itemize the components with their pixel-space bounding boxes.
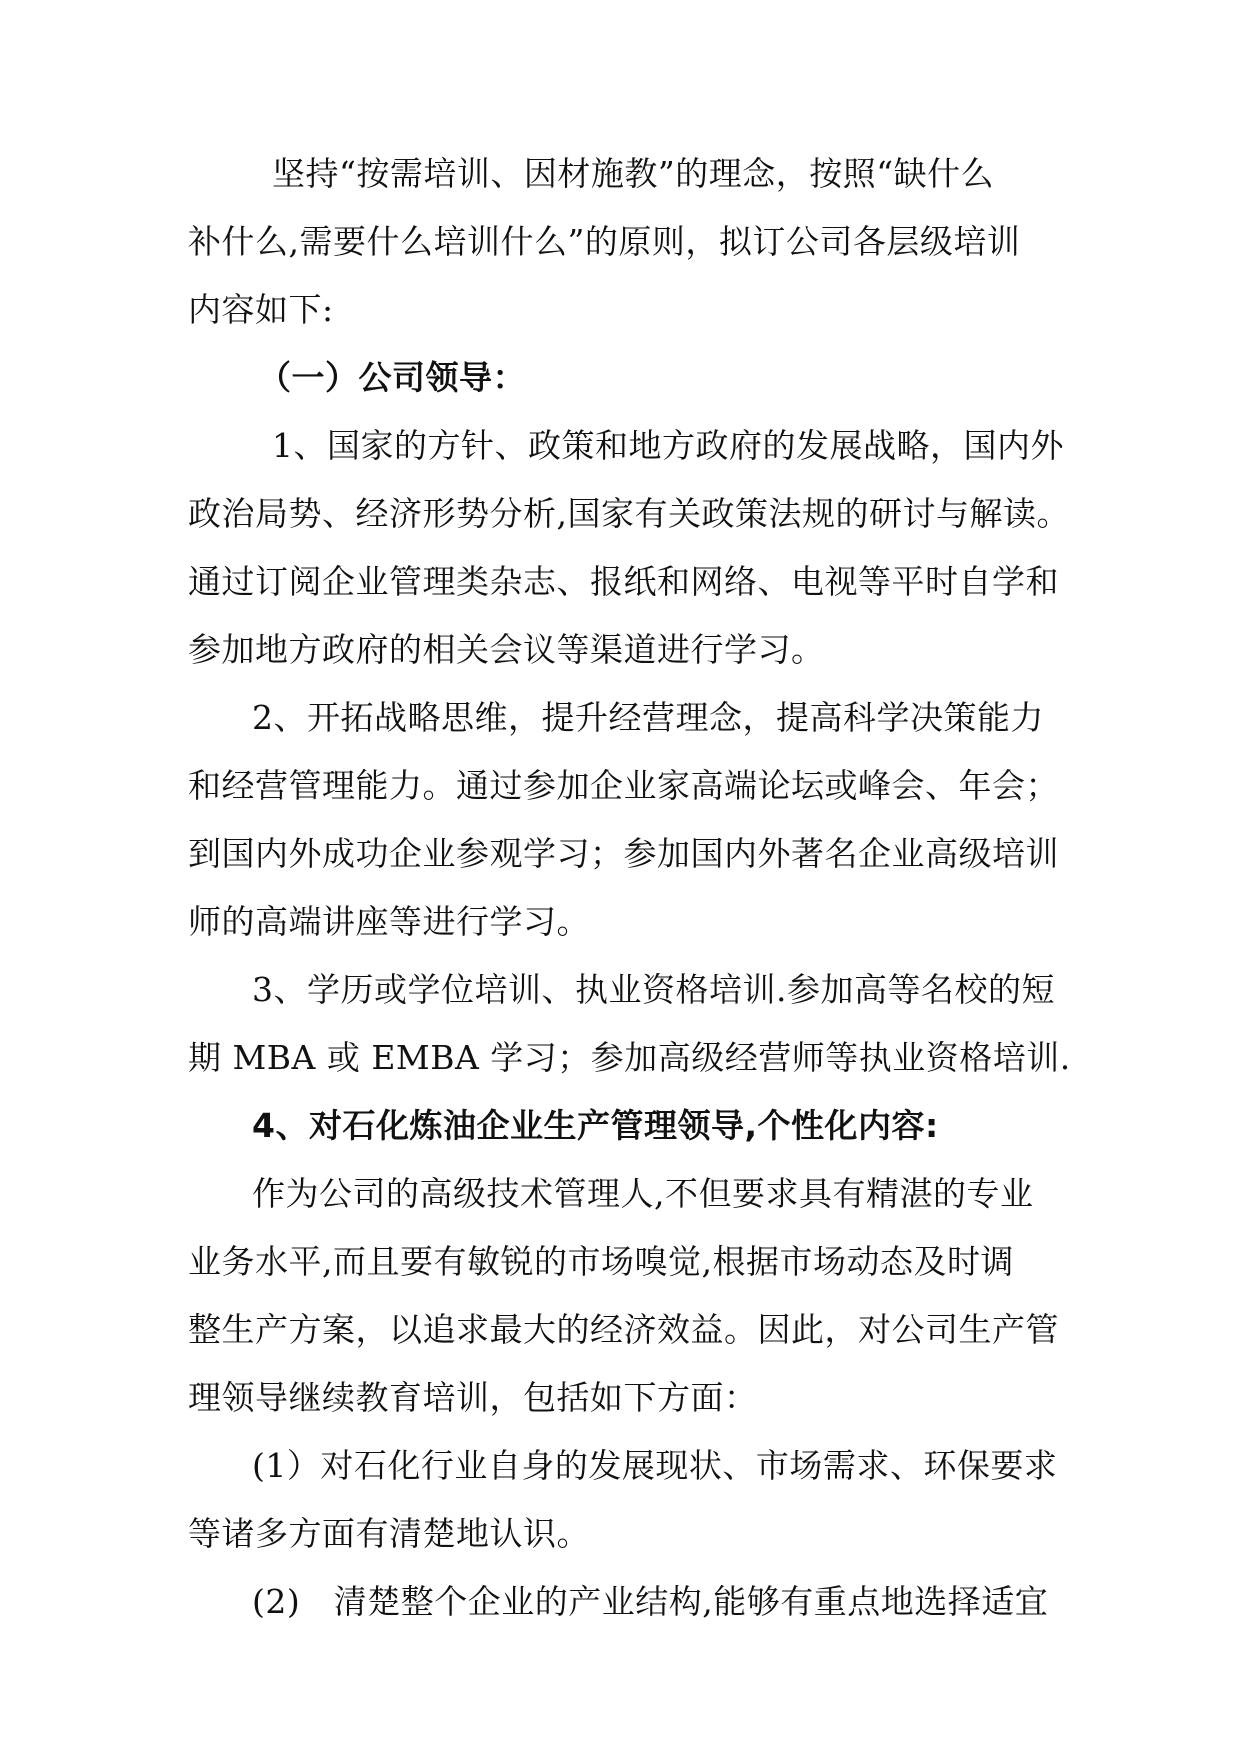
paragraph-line: 通过订阅企业管理类杂志、报纸和网络、电视等平时自学和 — [188, 562, 1059, 601]
subsection-heading: 4、对石化炼油企业生产管理领导,个性化内容: — [252, 1106, 939, 1145]
paragraph-line: 参加地方政府的相关会议等渠道进行学习。 — [188, 630, 825, 669]
paragraph-line: (1）对石化行业自身的发展现状、市场需求、环保要求 — [252, 1446, 1058, 1485]
paragraph-line: 整生产方案，以追求最大的经济效益。因此，对公司生产管 — [188, 1310, 1059, 1349]
paragraph-line: 业务水平,而且要有敏锐的市场嗅觉,根据市场动态及时调 — [188, 1242, 1014, 1281]
paragraph-line: 3、学历或学位培训、执业资格培训.参加高等名校的短 — [252, 970, 1055, 1009]
paragraph-line: 政治局势、经济形势分析,国家有关政策法规的研讨与解读。 — [188, 494, 1070, 533]
paragraph-line: 作为公司的高级技术管理人,不但要求具有精湛的专业 — [252, 1174, 1034, 1213]
paragraph-line: 等诸多方面有清楚地认识。 — [188, 1514, 590, 1553]
paragraph-line: 师的高端讲座等进行学习。 — [188, 902, 590, 941]
paragraph-line: 和经营管理能力。通过参加企业家高端论坛或峰会、年会； — [188, 766, 1059, 805]
paragraph-line: 1、国家的方针、政策和地方政府的发展战略，国内外 — [272, 426, 1064, 465]
paragraph-line: 内容如下: — [188, 290, 334, 329]
paragraph-line: 2、开拓战略思维，提升经营理念，提高科学决策能力 — [252, 698, 1044, 737]
paragraph-line: 期 MBA 或 EMBA 学习；参加高级经营师等执业资格培训. — [188, 1038, 1071, 1077]
paragraph-line: 理领导继续教育培训，包括如下方面： — [188, 1378, 758, 1417]
paragraph-line: 补什么,需要什么培训什么”的原则，拟订公司各层级培训 — [188, 222, 1021, 261]
paragraph-line: 到国内外成功企业参观学习；参加国内外著名企业高级培训 — [188, 834, 1059, 873]
paragraph-line: (2) 清楚整个企业的产业结构,能够有重点地选择适宜 — [252, 1582, 1049, 1621]
paragraph-line: 坚持“按需培训、因材施教”的理念，按照“缺什么 — [272, 154, 995, 193]
section-heading: （一）公司领导： — [258, 358, 526, 397]
